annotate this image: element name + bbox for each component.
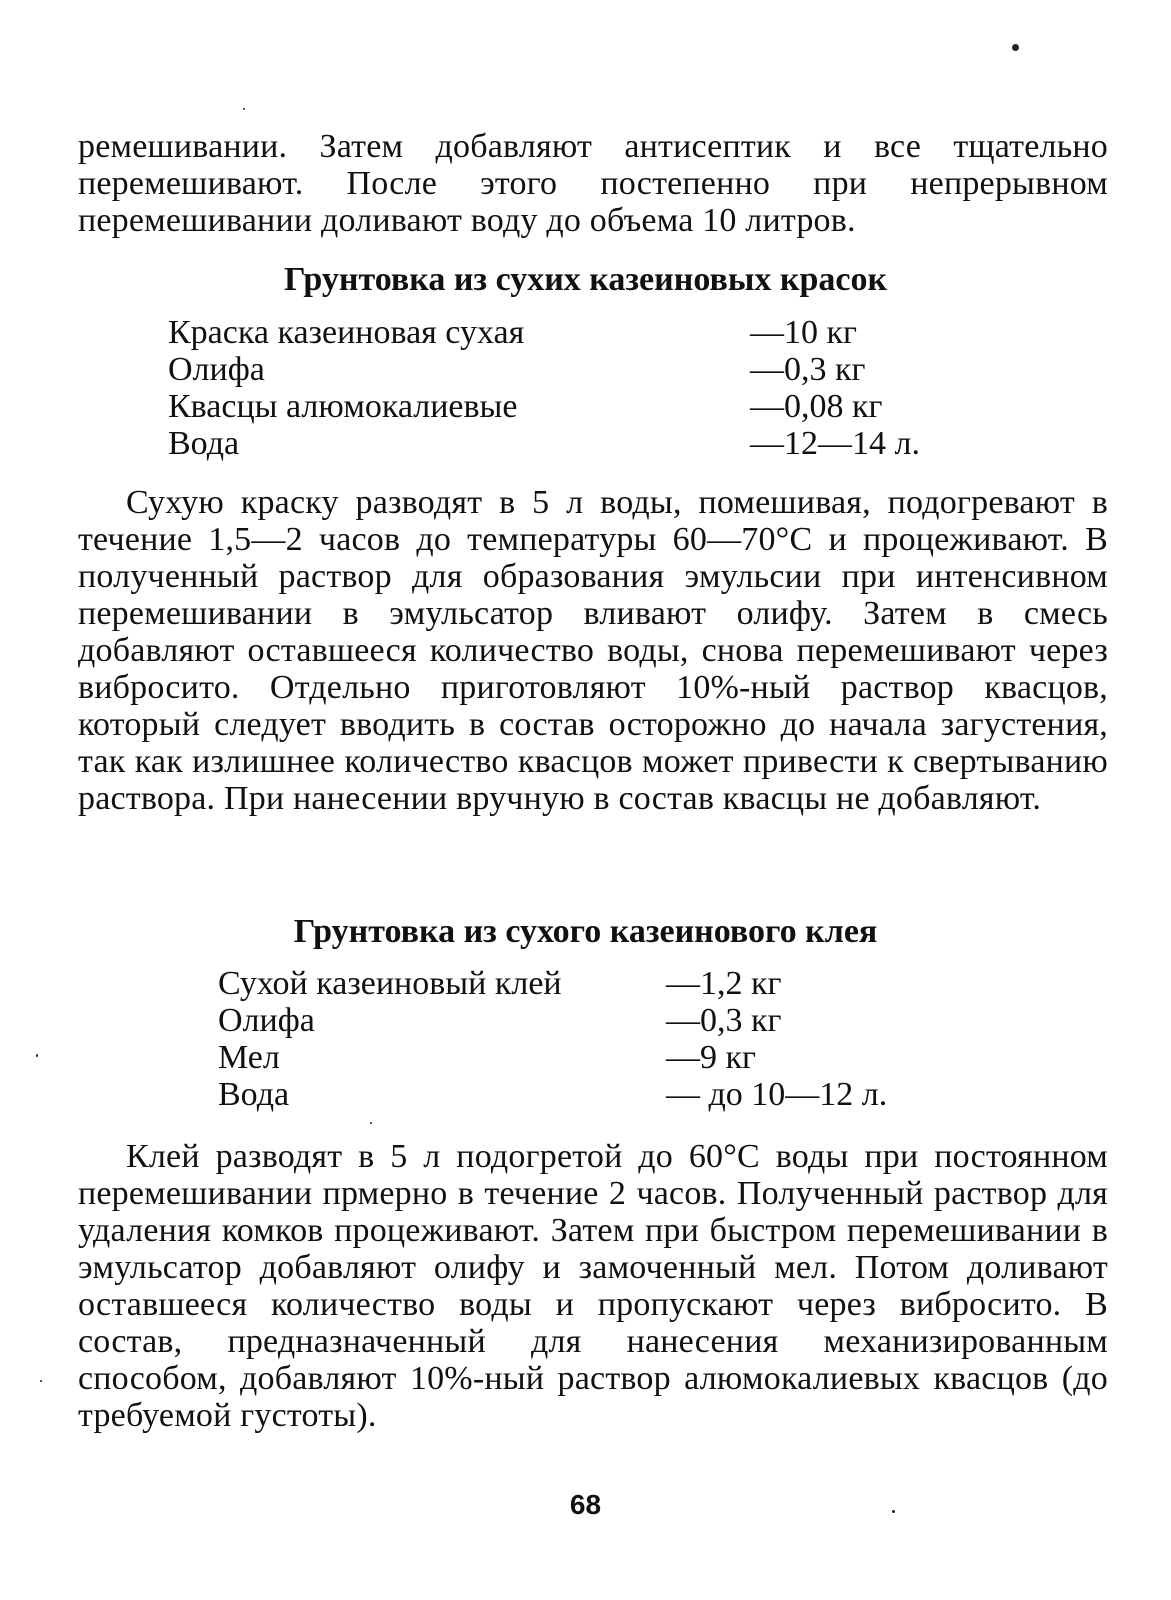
page-number: 68	[569, 1489, 602, 1520]
ingredient-name: Вода	[218, 1076, 290, 1113]
ingredient-amount: —10 кг	[750, 314, 857, 351]
recipe-row	[168, 351, 968, 388]
print-speck	[36, 1054, 38, 1057]
section2-recipe-list	[218, 965, 978, 1113]
intro-paragraph: ремешивании. Затем добавляют антисептик и все тщательно перемешивают. После этого постепенно при непрерывном перемешивании доливают воду до объема 10 литров.	[78, 128, 1108, 239]
ingredient-amount: —0,3 кг	[666, 1002, 782, 1039]
print-speck	[40, 1380, 42, 1382]
print-speck	[1012, 44, 1019, 51]
section1-description: Сухую краску разводят в 5 л воды, помешивая, подогревают в течение 1,5—2 часов до температуры 60—70°С и процеживают. В полученный раствор для образования эмульсии при интенсивном перемешивании в эмульсатор вливают олифу. Затем в смесь добавляют оставшееся количество воды, снова перемешивают через вибросито. Отдельно приготовляют 10%-ный раствор квасцов, который следует вводить в состав осторожно до начала загустения, так как излишнее количество квасцов может привести к свертыванию раствора. При нанесении вручную в состав квасцы не добавляют.	[78, 484, 1108, 817]
section2-description: Клей разводят в 5 л подогретой до 60°С воды при постоянном перемешивании прмерно в течение 2 часов. Полученный раствор для удаления комков процеживают. Затем при быстром перемешивании в эмульсатор добавляют олифу и замоченный мел. Потом доливают оставшееся количество воды и пропускают через вибросито. В состав, предназначенный для нанесения механизированным способом, добавляют 10%-ный раствор алюмокалиевых квасцов (до требуемой густоты).	[78, 1138, 1108, 1434]
recipe-row	[218, 1002, 978, 1039]
ingredient-amount: —1,2 кг	[666, 965, 782, 1002]
ingredient-amount: —12—14 л.	[750, 425, 920, 462]
ingredient-name: Краска казеиновая сухая	[168, 314, 525, 351]
ingredient-amount: —9 кг	[666, 1039, 756, 1076]
print-speck	[370, 1122, 372, 1124]
recipe-row	[218, 1076, 978, 1113]
recipe-row	[168, 425, 968, 462]
recipe-row	[168, 388, 968, 425]
recipe-row	[218, 1039, 978, 1076]
print-speck	[243, 108, 245, 110]
ingredient-name: Олифа	[218, 1002, 315, 1039]
ingredient-name: Олифа	[168, 351, 265, 388]
ingredient-amount: —0,3 кг	[750, 351, 866, 388]
ingredient-name: Вода	[168, 425, 240, 462]
section1-recipe-list	[168, 314, 968, 462]
ingredient-name: Квасцы алюмокалиевые	[168, 388, 518, 425]
ingredient-name: Мел	[218, 1039, 280, 1076]
ingredient-name: Сухой казеиновый клей	[218, 965, 562, 1002]
recipe-row	[218, 965, 978, 1002]
ingredient-amount: — до 10—12 л.	[666, 1076, 888, 1113]
recipe-row	[168, 314, 968, 351]
section1-heading: Грунтовка из сухих казеиновых красок	[283, 261, 888, 298]
print-speck	[892, 1510, 895, 1513]
ingredient-amount: —0,08 кг	[750, 388, 883, 425]
section2-heading: Грунтовка из сухого казеинового клея	[293, 913, 878, 950]
